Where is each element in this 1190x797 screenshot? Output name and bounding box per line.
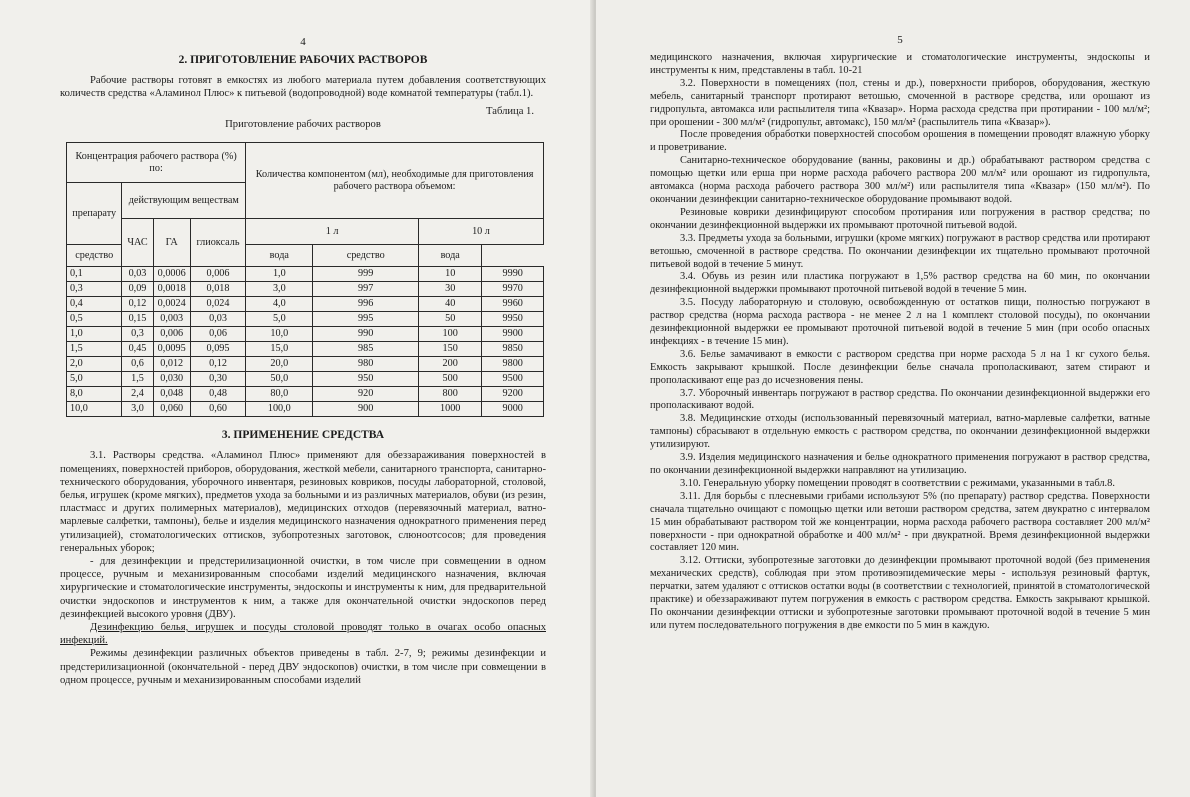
table-header: Количества компонентом (мл), необходимые для приготовления рабочего раствора объемом:	[246, 143, 544, 219]
table-cell: 950	[313, 372, 419, 387]
paragraph: медицинского назначения, включая хирургические и стоматологические инструменты, эндоскопы и инструменты к ним, представлены в табл. 10-21	[650, 52, 1150, 76]
table-cell: 920	[313, 387, 419, 402]
table-cell: 0,12	[190, 357, 245, 372]
table-cell: 3,0	[122, 402, 153, 417]
table-title: Приготовление рабочих растворов	[225, 119, 381, 131]
paragraph: 3.11. Для борьбы с плесневыми грибами используют 5% (по препарату) раствор средства. Поверхности сначала тщательно очищают с помощью щетки или ветоши раствором средства, затем двукратно с интервалом 15 мин обрабатывают раствором той же концентрации, норма расхода рабочего раствора составляет 200 мл/м² поверхности - при однократной обработке и 400 мл/м² - при двукратной. Время дезинфекционной выдержки составляет 120 мин.	[650, 490, 1150, 554]
table-cell: 995	[313, 312, 419, 327]
table-cell: 10	[418, 267, 481, 282]
table-cell: 999	[313, 267, 419, 282]
table-cell: 1,5	[122, 372, 153, 387]
paragraph: 3.10. Генеральную уборку помещении проводят в соответствии с режимами, указанными в табл.8.	[680, 477, 1115, 489]
table-cell: 0,024	[190, 297, 245, 312]
table-cell: 0,018	[190, 282, 245, 297]
table-cell: 0,48	[190, 387, 245, 402]
table-cell: 1,0	[246, 267, 313, 282]
table-cell: 0,006	[153, 327, 190, 342]
table-cell: 10,0	[246, 327, 313, 342]
table-cell: 0,15	[122, 312, 153, 327]
table-header: Концентрация рабочего раствора (%) по:	[67, 143, 246, 183]
table-cell: 40	[418, 297, 481, 312]
table-cell: 1,0	[67, 327, 122, 342]
table-cell: 8,0	[67, 387, 122, 402]
table-cell: 0,012	[153, 357, 190, 372]
table-cell: 5,0	[246, 312, 313, 327]
table-cell: 0,0006	[153, 267, 190, 282]
table-cell: 3,0	[246, 282, 313, 297]
table-cell: 0,09	[122, 282, 153, 297]
table-cell: 996	[313, 297, 419, 312]
table-row	[67, 297, 544, 312]
table-cell: 0,60	[190, 402, 245, 417]
table-cell: 9800	[482, 357, 544, 372]
paragraph: 3.12. Оттиски, зубопротезные заготовки до дезинфекции промывают проточной водой (без применения механических средств), соблюдая при этом противоэпидемические меры - используя резиновый фартук, перчатки, затем удаляют с оттисков остатки воды (в соответствии с технологией, принятой в стоматологической практике) и обеззараживают путем погружения в емкость с раствором средства. Емкость закрывают крышкой. По окончании дезинфекции оттиски и зубопротезные заготовки промывают проточной водой в течение 5 мин или путем последовательного погружения в две емкости по 5 мин в каждую.	[650, 555, 1150, 631]
table-cell: 0,4	[67, 297, 122, 312]
table-cell: 10,0	[67, 402, 122, 417]
table-cell: 9990	[482, 267, 544, 282]
table-header: средство	[313, 245, 419, 267]
table-cell: 500	[418, 372, 481, 387]
table-row	[67, 342, 544, 357]
table-cell: 5,0	[67, 372, 122, 387]
table-header: ЧАС	[122, 219, 153, 267]
paragraph: Рабочие растворы готовят в емкостях из любого материала путем добавления соответствующих количеств средства «Аламинол Плюс» к питьевой (водопроводной) воде комнатой температуры (табл.1).	[60, 75, 546, 100]
table-cell: 985	[313, 342, 419, 357]
table-cell: 0,03	[122, 267, 153, 282]
table-cell: 9000	[482, 402, 544, 417]
table-cell: 0,095	[190, 342, 245, 357]
table-header: ГА	[153, 219, 190, 267]
preparation-table	[66, 142, 544, 417]
table-row	[67, 387, 544, 402]
table-number: Таблица 1.	[486, 106, 534, 118]
paragraph: - для дезинфекции и предстерилизационной очистки, в том числе при совмещении в одном процессе, ручным и механизированным способами изделий медицинского назначения, включая хирургические и стоматологические инструменты, эндоскопы и инструменты к ним, для предварительной очистки эндоскопов и инструментов к ним, а также для окончательной очистки эндоскопов перед дезинфекцией высокого уровня (ДВУ).	[60, 556, 546, 620]
table-header: действующим веществам	[122, 183, 246, 219]
paragraph: 3.1. Растворы средства. «Аламинол Плюс» применяют для обеззараживания поверхностей в помещениях, поверхностей приборов, оборудования, жесткой мебели, санитарного транспорта, санитарно-технического оборудования, уборочного инвентаря, резиновых ковриков, посуды лабораторной, столовой, белья, игрушек (кроме мягких), предметов ухода за больными и из различных материалов, обуви (из резин, пластмасс и других полимерных материалов), медицинских отходов (перевязочный материал, ватно-марлевые салфетки, тампоны), белье и изделия медицинского назначения однократного применения перед утилизацией), стоматологических оттисков, зубопротезных заготовок, слюноотсосов; для проведения генеральных уборок;	[60, 450, 546, 554]
table-cell: 0,06	[190, 327, 245, 342]
table-cell: 0,45	[122, 342, 153, 357]
table-row	[67, 327, 544, 342]
table-row	[67, 312, 544, 327]
table-cell: 0,3	[67, 282, 122, 297]
table-header: вода	[418, 245, 481, 267]
table-cell: 0,0095	[153, 342, 190, 357]
table-cell: 0,5	[67, 312, 122, 327]
table-cell: 150	[418, 342, 481, 357]
table-cell: 80,0	[246, 387, 313, 402]
paragraph: 3.5. Посуду лабораторную и столовую, освобожденную от остатков пищи, полностью погружают в раствор средства (норма расхода раствора - не менее 2 л на 1 комплект столовой посуды), по окончании дезинфекционной выдержки ее промывают проточной питьевой водой в течение 5 мин (при особо опасных инфекциях - в течение 15 мин).	[650, 297, 1150, 347]
table-cell: 100	[418, 327, 481, 342]
table-cell: 0,003	[153, 312, 190, 327]
table-cell: 0,048	[153, 387, 190, 402]
paragraph: 3.7. Уборочный инвентарь погружают в раствор средства. По окончании дезинфекционной выдержки его прополаскивают водой.	[650, 387, 1150, 412]
table-cell: 800	[418, 387, 481, 402]
table-cell: 30	[418, 282, 481, 297]
table-cell: 0,03	[190, 312, 245, 327]
table-header: вода	[246, 245, 313, 267]
table-cell: 50	[418, 312, 481, 327]
table-row	[67, 267, 544, 282]
table-cell: 2,4	[122, 387, 153, 402]
paragraph: 3.9. Изделия медицинского назначения и белье однократного применения погружают в раствор средства, по окончании дезинфекционной выдержки направляют на утилизацию.	[650, 452, 1150, 476]
table-cell: 200	[418, 357, 481, 372]
table-cell: 9900	[482, 327, 544, 342]
table-cell: 1,5	[67, 342, 122, 357]
table-cell: 900	[313, 402, 419, 417]
table-cell: 2,0	[67, 357, 122, 372]
right-page	[596, 0, 1190, 797]
table-cell: 0,3	[122, 327, 153, 342]
paragraph: Резиновые коврики дезинфицируют способом протирания или погружения в раствор средства; по окончании дезинфекционной выдержки их промывают проточной питьевой водой.	[650, 206, 1150, 231]
table-row	[67, 402, 544, 417]
table-cell: 1000	[418, 402, 481, 417]
table-header: средство	[67, 245, 122, 267]
table-cell: 9970	[482, 282, 544, 297]
table-cell: 50,0	[246, 372, 313, 387]
table-cell: 20,0	[246, 357, 313, 372]
paragraph: После проведения обработки поверхностей способом орошения в помещении проводят влажную уборку и проветривание.	[650, 129, 1150, 154]
table-row	[67, 372, 544, 387]
paragraph: Санитарно-техническое оборудование (ванны, раковины и др.) обрабатывают раствором средства с помощью щетки или ерша при норме расхода рабочего раствора 200 мл/м² или орошают из гидропульта, автомакса (норма расхода рабочего раствора 300 мл/м²) или распылителя типа «Квазар» (150 мл/м²). По окончании дезинфекции санитарно-техническое оборудование промывают водой.	[650, 155, 1150, 205]
paragraph: 3.3. Предметы ухода за больными, игрушки (кроме мягких) погружают в раствор средства или протирают ветошью, смоченной в растворе средства. По окончании дезинфекции их тщательно промывают проточной питьевой водой в течение 5 минут.	[650, 232, 1150, 270]
table-cell: 9850	[482, 342, 544, 357]
table-cell: 990	[313, 327, 419, 342]
table-header: глиоксаль	[190, 219, 245, 267]
table-cell: 0,6	[122, 357, 153, 372]
table-cell: 0,0024	[153, 297, 190, 312]
page-number: 5	[897, 34, 903, 46]
table-cell: 0,12	[122, 297, 153, 312]
paragraph: Режимы дезинфекции различных объектов приведены в табл. 2-7, 9; режимы дезинфекции и предстерилизационной (окончательной - перед ДВУ эндоскопов) очистки, в том числе при совмещении в одном процессе, ручным и механизированным способами изделий	[60, 648, 546, 686]
table-cell: 15,0	[246, 342, 313, 357]
page-number: 4	[300, 36, 306, 48]
section-title: 2. ПРИГОТОВЛЕНИЕ РАБОЧИХ РАСТВОРОВ	[178, 54, 428, 66]
table-header: 10 л	[418, 219, 543, 245]
table-cell: 9500	[482, 372, 544, 387]
paragraph: 3.8. Медицинские отходы (использованный перевязочный материал, ватно-марлевые салфетки, ватные тампоны) сбрасывают в отдельную емкость с раствором средства, по окончании дезинфекционной выдержки утилизируют.	[650, 413, 1150, 451]
table-header: 1 л	[246, 219, 419, 245]
table-cell: 0,1	[67, 267, 122, 282]
paragraph: 3.4. Обувь из резин или пластика погружают в 1,5% раствор средства на 60 мин, по окончании дезинфекционной выдержки промывают проточной питьевой водой в течение 5 мин.	[650, 271, 1150, 296]
table-header: препарату	[67, 183, 122, 245]
table-cell: 0,30	[190, 372, 245, 387]
table-cell: 0,030	[153, 372, 190, 387]
table-cell: 0,0018	[153, 282, 190, 297]
table-row	[67, 357, 544, 372]
paragraph: 3.2. Поверхности в помещениях (пол, стены и др.), поверхности приборов, оборудования, жесткую мебель, санитарный транспорт протирают ветошью, смоченной в растворе средства, или орошают из гидропульта, автомакса или распылителя типа «Квазар». Норма расхода средства при протирании - 100 мл/м²; при орошении - 300 мл/м² (гидропульт, автомакс), 150 мл/м² (распылитель типа «Квазар»).	[650, 77, 1150, 128]
table-cell: 997	[313, 282, 419, 297]
paragraph: Дезинфекцию белья, игрушек и посуды столовой проводят только в очагах особо опасных инфекций.	[60, 622, 546, 647]
paragraph: 3.6. Белье замачивают в емкости с раствором средства при норме расхода 5 л на 1 кг сухого белья. Емкость закрывают крышкой. После дезинфекции белье сначала прополаскивают, затем стирают и прополаскивают еще раз до исчезновения пены.	[650, 348, 1150, 386]
table-row	[67, 282, 544, 297]
table-cell: 4,0	[246, 297, 313, 312]
table-cell: 0,060	[153, 402, 190, 417]
table-cell: 100,0	[246, 402, 313, 417]
table-cell: 9950	[482, 312, 544, 327]
table-cell: 9200	[482, 387, 544, 402]
table-cell: 9960	[482, 297, 544, 312]
table-cell: 980	[313, 357, 419, 372]
section-title: 3. ПРИМЕНЕНИЕ СРЕДСТВА	[221, 429, 385, 442]
table-cell: 0,006	[190, 267, 245, 282]
